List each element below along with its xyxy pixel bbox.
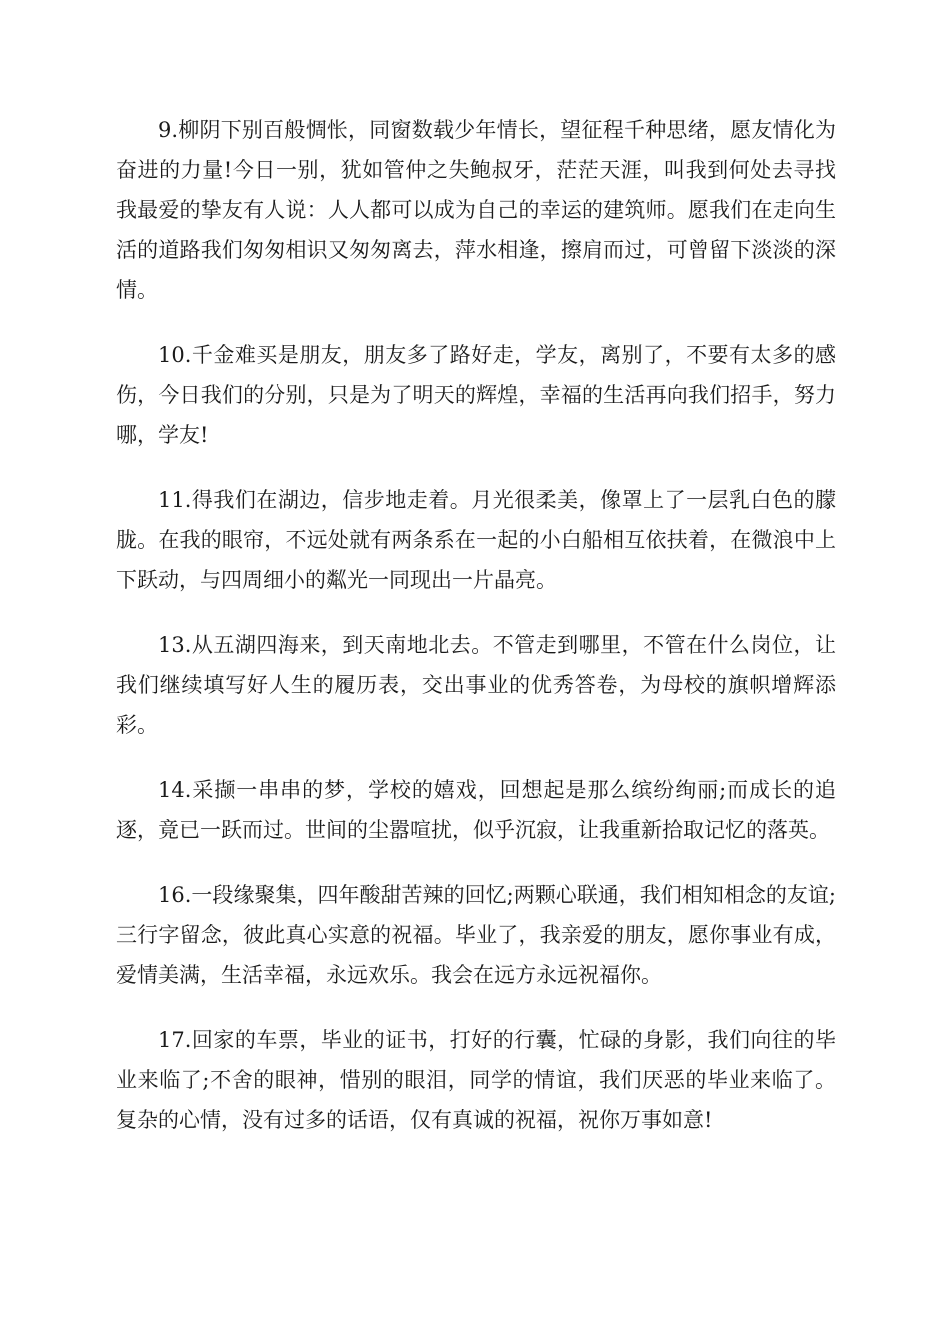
paragraph-11: 11.得我们在湖边，信步地走着。月光很柔美，像罩上了一层乳白色的朦胧。在我的眼帘，不远处就有两条系在一起的小白船相互依扶着，在微浪中上下跃动，与四周细小的粼光一同现出一片晶亮。	[116, 488, 836, 592]
paragraph-17: 17.回家的车票，毕业的证书，打好的行囊，忙碌的身影，我们向往的毕业来临了;不舍的眼神，惜别的眼泪，同学的情谊，我们厌恶的毕业来临了。复杂的心情，没有过多的话语，仅有真诚的祝福，祝你万事如意!	[116, 1028, 836, 1132]
paragraph-9: 9.柳阴下别百般惆怅，同窗数载少年情长，望征程千种思绪，愿友情化为奋进的力量!今日一别，犹如管仲之失鲍叔牙，茫茫天涯，叫我到何处去寻找我最爱的挚友有人说：人人都可以成为自己的幸运的建筑师。愿我们在走向生活的道路我们匆匆相识又匆匆离去，萍水相逢，擦肩而过，可曾留下淡淡的深情。	[116, 118, 836, 302]
paragraph-14: 14.采撷一串串的梦，学校的嬉戏，回想起是那么缤纷绚丽;而成长的追逐，竟已一跃而过。世间的尘嚣喧扰，似乎沉寂，让我重新拾取记忆的落英。	[116, 778, 836, 842]
paragraph-16: 16.一段缘聚集，四年酸甜苦辣的回忆;两颗心联通，我们相知相念的友谊;三行字留念，彼此真心实意的祝福。毕业了，我亲爱的朋友，愿你事业有成，爱情美满，生活幸福，永远欢乐。我会在远方永远祝福你。	[116, 883, 836, 987]
paragraph-13: 13.从五湖四海来，到天南地北去。不管走到哪里，不管在什么岗位，让我们继续填写好人生的履历表，交出事业的优秀答卷，为母校的旗帜增辉添彩。	[116, 633, 836, 737]
document-body	[116, 110, 836, 1165]
paragraph-10: 10.千金难买是朋友，朋友多了路好走，学友，离别了，不要有太多的感伤，今日我们的分别，只是为了明天的辉煌，幸福的生活再向我们招手，努力哪，学友!	[116, 343, 836, 447]
